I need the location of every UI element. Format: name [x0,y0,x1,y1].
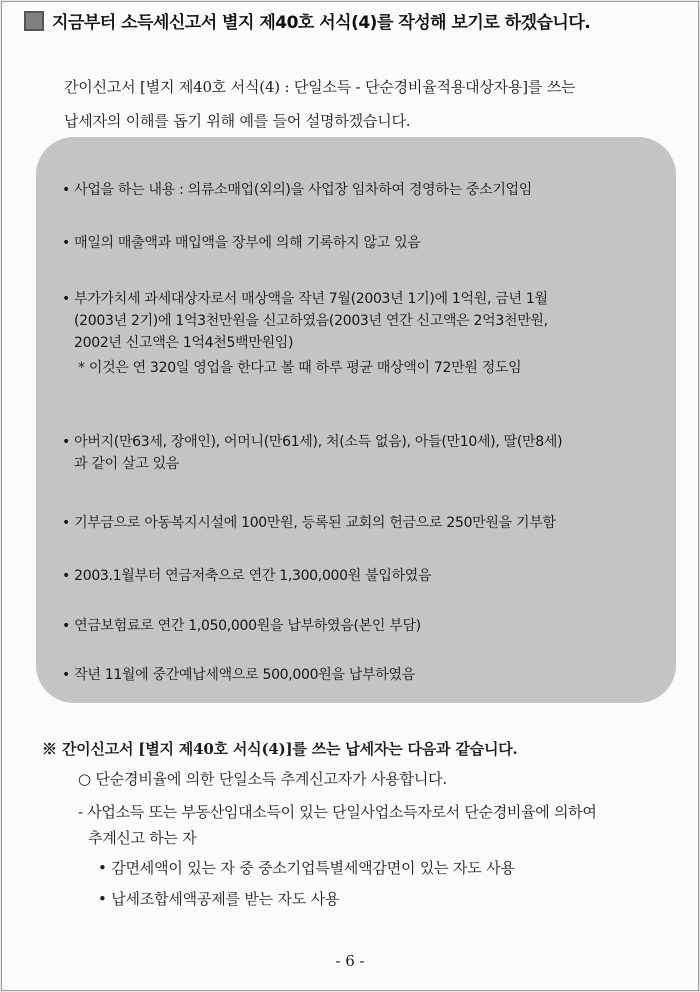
fact-business-content [62,179,532,201]
fact-donations [62,512,556,534]
fact-text: • 2003.1월부터 연금저축으로 연간 1,300,000원 불입하였음 [62,568,432,584]
fact-text: • 작년 11월에 중간예납세액으로 500,000원을 납부하였음 [62,667,415,683]
note-dash-item [78,799,678,851]
fact-sales-revenue [62,288,548,379]
fact-pension-savings [62,565,431,587]
note-circle-item: ○ 단순경비율에 의한 단일소득 추계신고자가 사용합니다. [78,770,447,788]
fact-pension-insurance [62,615,421,637]
fact-text: • 기부금으로 아동복지시설에 100만원, 등록된 교회의 헌금으로 250만원을 기부함 [62,515,556,531]
fact-no-bookkeeping [62,232,421,254]
fact-interim-prepayment [62,664,415,686]
fact-text: 과 같이 살고 있음 [74,456,180,472]
page-number: - 6 - [335,952,365,970]
fact-note: * 이것은 연 320일 영업을 한다고 볼 때 하루 평균 매상액이 72만원 정도임 [78,360,522,376]
note-bullet-item: • 감면세액이 있는 자 중 중소기업특별세액감면이 있는 자도 사용 [98,859,515,877]
intro-line: 납세자의 이해를 돕기 위해 예를 들어 설명하겠습니다. [64,112,411,130]
note-text: - 사업소득 또는 부동산임대소득이 있는 단일사업소득자로서 단순경비율에 의하여 [78,803,597,821]
note-text: 추계신고 하는 자 [88,829,197,847]
fact-text: • 아버지(만63세, 장애인), 어머니(만61세), 처(소득 없음), 아들(만10세), 딸(만8세) [62,434,563,450]
intro-paragraph [64,70,676,138]
fact-text: • 부가가치세 과세대상자로서 매상액을 작년 7월(2003년 1기)에 1억원, 금년 1월 [62,291,548,307]
square-bullet-icon [24,11,44,31]
fact-text: (2003년 2기)에 1억3천만원을 신고하였음(2003년 연간 신고액은 2억3천만원, [74,313,548,329]
section-heading [24,8,590,33]
heading-text: 지금부터 소득세신고서 별지 제40호 서식(4)를 작성해 보기로 하겠습니다. [52,13,591,33]
fact-family [62,431,562,475]
fact-text: • 연금보험료로 연간 1,050,000원을 납부하였음(본인 부담) [62,618,421,634]
document-page [1,1,699,991]
fact-text: 2002년 신고액은 1억4천5백만원임) [74,335,294,351]
note-heading: ※ 간이신고서 [별지 제40호 서식(4)]를 쓰는 납세자는 다음과 같습니다. [42,740,518,758]
fact-text: • 매일의 매출액과 매입액을 장부에 의해 기록하지 않고 있음 [62,235,421,251]
fact-text: • 사업을 하는 내용 : 의류소매업(외의)을 사업장 임차하여 경영하는 중소기업임 [62,182,532,198]
note-bullet-item: • 납세조합세액공제를 받는 자도 사용 [98,890,340,908]
intro-line: 간이신고서 [별지 제40호 서식(4) : 단일소득 - 단순경비율적용대상자용]를 쓰는 [64,78,576,96]
